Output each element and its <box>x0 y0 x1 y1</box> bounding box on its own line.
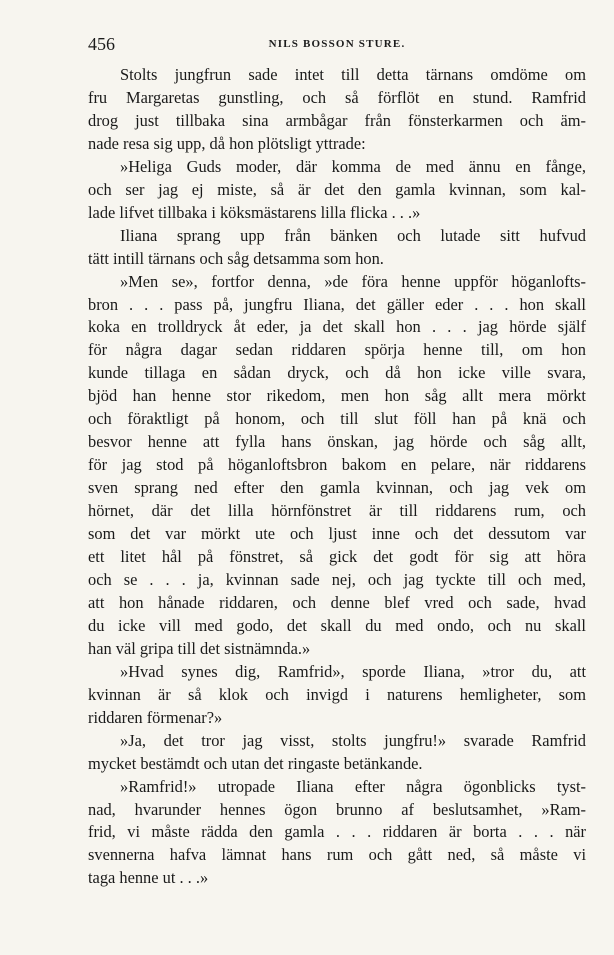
paragraph <box>88 156 586 225</box>
text-line: koka en trolldryck åt eder, ja det skall hon . . . jag hörde själf <box>88 317 586 337</box>
text-line: och ser jag ej miste, så är det den gamla kvinnan, som kal- <box>88 179 586 199</box>
text-line: nade resa sig upp, då hon plötsligt yttrade: <box>88 133 366 153</box>
text-line: svennerna hafva lämnat hans rum och gått ned, så måste vi <box>88 845 586 865</box>
text-line: ett litet hål på fönstret, så gick det godt för sig att höra <box>88 547 586 567</box>
text-line: taga henne ut . . .» <box>88 868 209 888</box>
paragraph <box>88 225 586 271</box>
body-text <box>88 64 586 890</box>
text-line: bron . . . pass på, jungfru Iliana, det gäller eder . . . hon skall <box>88 294 586 314</box>
text-line: och föraktligt på honom, och till slut föll han på knä och <box>88 409 586 429</box>
paragraph <box>88 776 586 891</box>
text-line: Iliana sprang upp från bänken och lutade sitt hufvud <box>120 225 586 245</box>
text-line: »Hvad synes dig, Ramfrid», sporde Iliana, »tror du, att <box>120 661 586 681</box>
text-line: för några dagar sedan riddaren spörja henne till, om hon <box>88 340 586 360</box>
text-line: hörnet, där det lilla hörnfönstret är till riddarens rum, och <box>88 501 586 521</box>
text-line: tätt intill tärnans och såg detsamma som hon. <box>88 248 384 268</box>
text-line: frid, vi måste rädda den gamla . . . riddaren är borta . . . när <box>88 822 586 842</box>
paragraph <box>88 730 586 776</box>
page-number: 456 <box>88 34 115 54</box>
text-line: kunde tillaga en sådan dryck, och då hon icke ville svara, <box>88 363 586 383</box>
text-line: för jag stod på höganloftsbron bakom en pelare, när riddarens <box>88 455 586 475</box>
text-line: »Men se», fortfor denna, »de föra henne uppför höganlofts- <box>120 271 586 291</box>
text-line: mycket bestämdt och utan det ringaste betänkande. <box>88 753 423 773</box>
text-line: sven sprang ned efter den gamla kvinnan, och jag vek om <box>88 478 586 498</box>
text-line: »Ramfrid!» utropade Iliana efter några ögonblicks tyst- <box>120 776 586 796</box>
text-line: bjöd han henne stor rikedom, men hon såg allt mera mörkt <box>88 386 586 406</box>
text-line: fru Margaretas gunstling, och så förflöt en stund. Ramfrid <box>88 87 586 107</box>
text-line: kvinnan är så klok och invigd i naturens hemligheter, som <box>88 684 586 704</box>
running-head: NILS BOSSON STURE. <box>268 38 406 50</box>
text-line: nad, hvarunder hennes ögon brunno af beslutsamhet, »Ram- <box>88 799 586 819</box>
text-line: »Ja, det tror jag visst, stolts jungfru!» svarade Ramfrid <box>120 730 586 750</box>
text-line: du icke vill med godo, det skall du med ondo, och nu skall <box>88 615 586 635</box>
text-line: lade lifvet tillbaka i köksmästarens lilla flicka . . .» <box>88 202 421 222</box>
text-line: och se . . . ja, kvinnan sade nej, och jag tyckte till och med, <box>88 569 586 589</box>
text-line: riddaren förmenar?» <box>88 707 223 727</box>
text-line: som det var mörkt ute och ljust inne och det dessutom var <box>88 524 586 544</box>
paragraph <box>88 64 586 156</box>
text-line: »Heliga Guds moder, där komma de med ännu en fånge, <box>120 156 586 176</box>
paragraph <box>88 661 586 730</box>
text-line: att hon hånade riddaren, och denne blef vred och sade, hvad <box>88 592 586 612</box>
page-header <box>88 34 586 56</box>
text-line: besvor henne att fylla hans önskan, jag hörde och såg allt, <box>88 432 586 452</box>
paragraph <box>88 271 586 661</box>
text-line: han väl gripa till det sistnämnda.» <box>88 638 311 658</box>
text-line: Stolts jungfrun sade intet till detta tärnans omdöme om <box>120 65 586 84</box>
text-line: drog just tillbaka sina armbågar från fönsterkarmen och äm- <box>88 110 586 130</box>
